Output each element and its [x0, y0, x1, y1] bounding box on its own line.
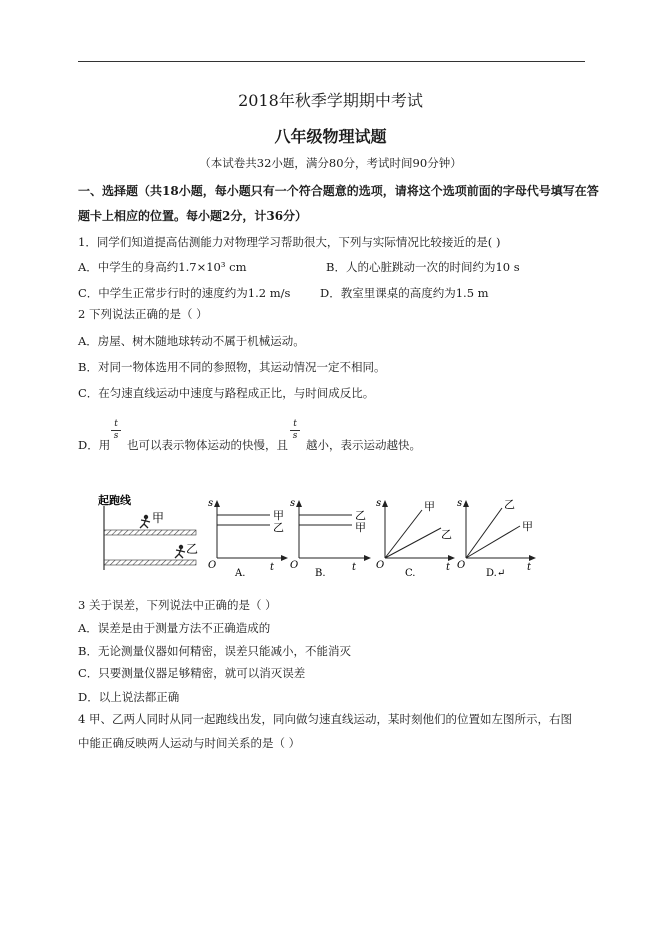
- exam-subtitle: 八年级物理试题: [274, 127, 387, 146]
- q1-option-d: D．教室里课桌的高度约为1.5 m: [320, 286, 489, 300]
- q2-option-d-middle: 也可以表示物体运动的快慢，且: [127, 438, 288, 452]
- graph-a-jia-label: 甲: [273, 509, 284, 522]
- fraction-numerator: t: [290, 418, 300, 431]
- graph-b-y-arrow-icon: [296, 500, 302, 507]
- graph-a-t-label: t: [270, 562, 275, 573]
- graph-a-y-arrow-icon: [214, 500, 220, 507]
- graph-c-t-label: t: [446, 562, 451, 573]
- header-rule: [78, 61, 585, 62]
- q1-stem: 1．同学们知道提高估测能力对物理学习帮助很大，下列与实际情况比较接近的是( ): [78, 235, 501, 249]
- graph-c-y-arrow-icon: [382, 500, 388, 507]
- q3-option-c: C．只要测量仪器足够精密，就可以消灭误差: [78, 666, 306, 680]
- graph-c-x-arrow-icon: [448, 555, 455, 561]
- graph-d-s-label: s: [457, 498, 463, 509]
- graph-d-line-yi: [466, 508, 502, 558]
- graph-b: [290, 498, 371, 579]
- graph-c-line-jia: [385, 510, 422, 558]
- q3-option-b: B．无论测量仪器如何精密，误差只能减小，不能消灭: [78, 644, 351, 658]
- runner-jia-label: 甲: [152, 511, 165, 525]
- q3-option-d: D．以上说法都正确: [78, 690, 180, 704]
- graph-c: [376, 498, 455, 579]
- exam-title: 2018年秋季学期期中考试: [238, 91, 423, 110]
- q2-option-d-suffix: 越小，表示运动越快。: [306, 438, 421, 452]
- graph-a-origin: O: [208, 560, 217, 571]
- q2-stem: 2 下列说法正确的是（ ）: [78, 307, 208, 321]
- q3-stem: 3 关于误差，下列说法中正确的是（ ）: [78, 598, 277, 612]
- q1-option-b: B．人的心脏跳动一次的时间约为10 s: [326, 260, 520, 274]
- q2-option-b: B．对同一物体选用不同的参照物，其运动情况一定不相同。: [78, 360, 386, 374]
- graph-d-yi-label: 乙: [504, 498, 515, 511]
- runner-yi-icon: [175, 545, 185, 558]
- q1-option-c: C．中学生正常步行时的速度约为1.2 m/s: [78, 286, 291, 300]
- graph-d: [457, 498, 536, 579]
- graph-b-yi-label: 乙: [355, 509, 366, 522]
- motion-figure: [0, 488, 661, 598]
- fraction-denominator: s: [292, 431, 298, 441]
- graph-d-origin: O: [457, 560, 466, 571]
- graph-d-y-arrow-icon: [463, 500, 469, 507]
- graph-d-t-label: t: [527, 562, 532, 573]
- track-scene: [98, 493, 198, 570]
- graph-b-jia-label: 甲: [355, 521, 366, 534]
- graph-a-s-label: s: [208, 498, 214, 509]
- section-heading-line2: 题卡上相应的位置。每小题2分，计36分）: [78, 209, 308, 223]
- fraction-t-over-s-2: [290, 418, 300, 442]
- graph-d-line-jia: [466, 526, 520, 558]
- graph-b-origin: O: [290, 560, 299, 571]
- graph-d-option-label: D.↵: [486, 568, 506, 579]
- start-line-label: 起跑线: [98, 494, 131, 507]
- graph-c-s-label: s: [376, 498, 382, 509]
- graph-c-line-yi: [385, 528, 441, 558]
- graph-c-option-label: C.: [405, 568, 416, 579]
- exam-note: （本试卷共32小题，满分80分，考试时间90分钟）: [199, 156, 462, 170]
- graph-a-x-arrow-icon: [281, 555, 288, 561]
- q2-option-a: A．房屋、树木随地球转动不属于机械运动。: [78, 334, 305, 348]
- q1-option-a: A．中学生的身高约1.7×10³ cm: [78, 260, 247, 274]
- graph-b-s-label: s: [290, 498, 296, 509]
- graph-a: [208, 498, 288, 579]
- fraction-denominator: s: [113, 431, 119, 441]
- q4-stem-line1: 4 甲、乙两人同时从同一起跑线出发，同向做匀速直线运动，某时刻他们的位置如左图所示，右图: [78, 712, 572, 726]
- graph-c-jia-label: 甲: [424, 500, 435, 513]
- fraction-t-over-s-1: [111, 418, 121, 442]
- q2-option-c: C．在匀速直线运动中速度与路程成正比，与时间成反比。: [78, 386, 375, 400]
- graph-a-option-label: A.: [235, 568, 246, 579]
- runner-jia-icon: [140, 515, 150, 528]
- graph-d-x-arrow-icon: [529, 555, 536, 561]
- q4-stem-line2: 中能正确反映两人运动与时间关系的是（ ）: [78, 736, 301, 750]
- q2-option-d-prefix: D．用: [78, 438, 111, 452]
- graph-b-option-label: B.: [315, 568, 326, 579]
- section-heading-line1: 一、选择题（共18小题，每小题只有一个符合题意的选项，请将这个选项前面的字母代号填写在答: [78, 184, 599, 198]
- graph-b-x-arrow-icon: [364, 555, 371, 561]
- graph-c-origin: O: [376, 560, 385, 571]
- track-top-band: [104, 530, 196, 535]
- q3-option-a: A．误差是由于测量方法不正确造成的: [78, 621, 271, 635]
- graph-b-t-label: t: [352, 562, 357, 573]
- graph-d-jia-label: 甲: [522, 520, 533, 533]
- graph-c-yi-label: 乙: [441, 528, 452, 541]
- graph-a-yi-label: 乙: [273, 521, 284, 534]
- runner-yi-label: 乙: [186, 542, 199, 556]
- track-bottom-band: [104, 560, 196, 565]
- fraction-numerator: t: [111, 418, 121, 431]
